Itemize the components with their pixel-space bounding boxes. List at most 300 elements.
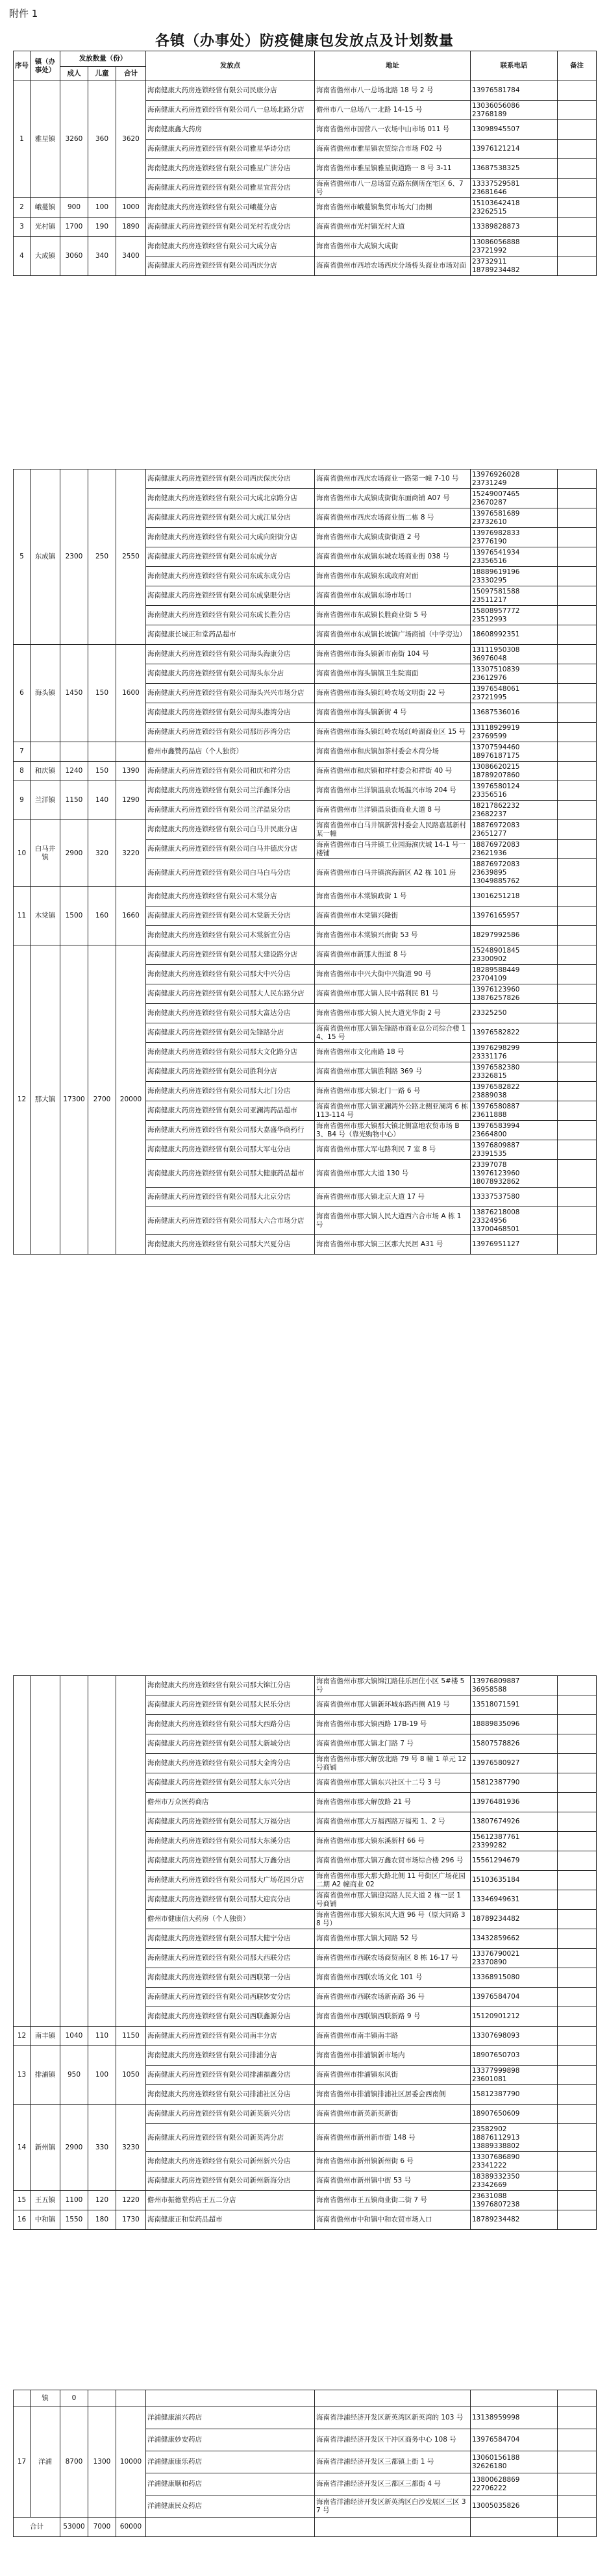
phone-cell: 18789234482 (471, 1910, 558, 1929)
total-qty-cell: 3220 (116, 820, 146, 887)
address-cell: 海南省儋州市那大镇北门路 7 号 (315, 1734, 471, 1754)
attachment-label: 附件 1 (9, 8, 38, 19)
document-title: 各镇（办事处）防疫健康包发放点及计划数量 (155, 33, 454, 49)
town-cell: 大成镇 (31, 237, 60, 276)
address-cell: 海南省儋州市西庆农场商业街二栋 8 号 (315, 508, 471, 528)
child-qty-cell: 190 (88, 218, 116, 237)
town-cell: 白马井镇 (31, 820, 60, 887)
phone-cell: 13976583994 23664800 (471, 1121, 558, 1140)
child-qty-cell: 100 (88, 2046, 116, 2105)
phone-cell: 18889619196 23330295 (471, 567, 558, 586)
total-row (14, 2518, 597, 2537)
town-cell: 海头镇 (31, 645, 60, 742)
seq-cell: 17 (14, 2407, 31, 2518)
adult-qty-cell (60, 742, 88, 762)
total-qty-cell: 1890 (116, 218, 146, 237)
header-address: 地址 (315, 51, 471, 81)
address-cell: 海南省儋州市文化南路 18 号 (315, 1043, 471, 1062)
distribution-point-cell (146, 2518, 315, 2537)
header-child: 儿童 (88, 67, 116, 81)
address-cell: 海南省儋州市那大镇北门一路 6 号 (315, 1082, 471, 1101)
total-qty-cell (116, 2390, 146, 2407)
address-cell: 海南省儋州市白马井镇滨海新区 A2 栋 101 房 (315, 859, 471, 887)
phone-cell: 15812387790 (471, 1773, 558, 1793)
adult-qty-cell: 1500 (60, 887, 88, 945)
allocation-table (13, 51, 597, 276)
address-cell: 海南省儋州市南丰镇南丰路 (315, 2027, 471, 2046)
phone-cell: 15249007465 23670287 (471, 489, 558, 508)
distribution-point-cell: 海南健康大药房连锁经营有限公司雅星宜营分店 (146, 179, 315, 198)
child-qty-cell: 150 (88, 645, 116, 742)
phone-cell: 13976581784 (471, 81, 558, 101)
phone-cell: 18907650609 (471, 2105, 558, 2124)
town-cell: 排浦镇 (31, 2046, 60, 2105)
phone-cell: 13976809887 36958588 (471, 1676, 558, 1695)
distribution-point-cell: 海南健康大药房连锁经营有限公司东成分店 (146, 547, 315, 567)
seq-cell: 14 (14, 2105, 31, 2191)
address-cell: 海南省儋州市那大镇三区那大民居 A31 号 (315, 1235, 471, 1255)
note-cell (558, 2210, 597, 2230)
address-cell: 海南省儋州市雅星镇雅星街道路一 8 号 3-11 (315, 159, 471, 179)
address-cell: 海南省儋州市峨蔓镇集贸市场大门南侧 (315, 198, 471, 218)
table-row (14, 2027, 597, 2046)
distribution-point-cell: 海南健康大药房连锁经营有限公司那大六合市场分店 (146, 1207, 315, 1235)
address-cell: 海南省儋州市木棠镇兴南街 53 号 (315, 926, 471, 945)
total-qty-cell: 1150 (116, 2027, 146, 2046)
phone-cell: 13389828873 (471, 218, 558, 237)
phone-cell: 13687538325 (471, 159, 558, 179)
note-cell (558, 742, 597, 762)
distribution-point-cell: 海南健康大药房连锁经营有限公司那大中兴分店 (146, 965, 315, 984)
town-cell: 雅星镇 (31, 81, 60, 198)
phone-cell: 13337529581 23681646 (471, 179, 558, 198)
phone-cell: 13976582380 23326815 (471, 1062, 558, 1082)
address-cell: 海南省儋州市那大镇人民中路利民 B1 号 (315, 984, 471, 1004)
adult-qty-cell: 1240 (60, 762, 88, 781)
town-cell (31, 1676, 60, 2027)
phone-cell: 13307698093 (471, 2027, 558, 2046)
phone-cell: 13976584704 (471, 2429, 558, 2451)
table-row (14, 820, 597, 840)
town-cell: 新州镇 (31, 2105, 60, 2191)
address-cell: 海南省儋州市西培农场西庆分场桥头商业市场对面 (315, 256, 471, 276)
note-cell (558, 762, 597, 781)
distribution-point-cell: 海南健康大药房连锁经营有限公司东成长胜分店 (146, 606, 315, 625)
address-cell: 海南省洋浦经济开发区三都区三都街 4 号 (315, 2473, 471, 2495)
seq-cell: 12 (14, 2027, 31, 2046)
note-cell (558, 1871, 597, 1890)
distribution-point-cell: 海南健康大药房连锁经营有限公司木棠新天分店 (146, 907, 315, 926)
note-cell (558, 1793, 597, 1812)
table-row (14, 237, 597, 256)
total-qty-cell: 3230 (116, 2105, 146, 2191)
total-qty-cell: 10000 (116, 2407, 146, 2518)
phone-cell: 13807674926 (471, 1812, 558, 1832)
note-cell (558, 859, 597, 887)
seq-cell (14, 2390, 31, 2407)
phone-cell: 13976481936 (471, 1793, 558, 1812)
distribution-point-cell: 海南健康大药房连锁经营有限公司那大健康药品超市 (146, 1160, 315, 1188)
total-qty-cell: 3400 (116, 237, 146, 276)
total-qty-cell: 1050 (116, 2046, 146, 2105)
distribution-point-cell: 海南健康大药房连锁经营有限公司先锋路分店 (146, 1023, 315, 1043)
address-cell: 海南省儋州市中兴大街中兴街道 90 号 (315, 965, 471, 984)
address-cell (315, 2390, 471, 2407)
distribution-point-cell: 海南健康大药房连锁经营有限公司东成泉眼分店 (146, 586, 315, 606)
phone-cell: 13976582822 (471, 1023, 558, 1043)
table-row (14, 2407, 597, 2429)
distribution-point-cell: 海南健康大药房连锁经营有限公司大成分店 (146, 237, 315, 256)
phone-cell: 13976298299 23331176 (471, 1043, 558, 1062)
phone-cell: 13086056888 23721992 (471, 237, 558, 256)
distribution-point-cell: 海南健康大药房连锁经营有限公司那大嘉盛华商药行 (146, 1121, 315, 1140)
address-cell: 海南省儋州市白马井镇新营村委会人民路嘉基新村某一幢 (315, 820, 471, 840)
total-qty-cell: 1290 (116, 781, 146, 820)
distribution-point-cell: 海南健康大药房连锁经营有限公司海头海康分店 (146, 645, 315, 664)
address-cell: 海南省儋州市大成镇成街街东面商铺 A07 号 (315, 489, 471, 508)
distribution-point-cell (146, 2390, 315, 2407)
note-cell (558, 1207, 597, 1235)
phone-cell: 15808957772 23512993 (471, 606, 558, 625)
note-cell (558, 140, 597, 159)
phone-cell: 15103635184 (471, 1871, 558, 1890)
allocation-table-continued (13, 469, 597, 1255)
distribution-point-cell: 海南健康大药房连锁经营有限公司西联第一分店 (146, 1968, 315, 1988)
address-cell: 海南省儋州市海头镇镇卫生院南面 (315, 664, 471, 684)
phone-cell: 13432859662 (471, 1929, 558, 1949)
town-cell: 光村镇 (31, 218, 60, 237)
address-cell: 海南省儋州市那大镇人民大道光华街 2 号 (315, 1004, 471, 1023)
note-cell (558, 801, 597, 820)
distribution-point-cell: 海南健康大药房连锁经营有限公司和庆和祥分店 (146, 762, 315, 781)
distribution-point-cell: 海南健康大药房连锁经营有限公司排浦福鑫分店 (146, 2066, 315, 2085)
phone-cell: 13016251218 (471, 887, 558, 907)
note-cell (558, 1004, 597, 1023)
town-cell: 兰洋镇 (31, 781, 60, 820)
phone-cell: 13376790021 23370890 (471, 1949, 558, 1968)
seq-cell: 6 (14, 645, 31, 742)
header-point: 发放点 (146, 51, 315, 81)
address-cell: 海南省洋浦经济开发区新英湾区白沙发展区三区 37 号 (315, 2495, 471, 2518)
phone-cell: 13976951127 (471, 1235, 558, 1255)
phone-cell: 18217862232 23682237 (471, 801, 558, 820)
phone-cell: 18876972083 23651277 (471, 820, 558, 840)
note-cell (558, 1062, 597, 1082)
note-cell (558, 840, 597, 859)
phone-cell: 15120901212 (471, 2007, 558, 2027)
table-row (14, 781, 597, 801)
adult-qty-cell: 950 (60, 2046, 88, 2105)
total-qty-cell: 1730 (116, 2210, 146, 2230)
address-cell: 海南省儋州市那大解放北路 79 号 8 幢 1 单元 12 号商铺 (315, 1754, 471, 1773)
distribution-point-cell: 海南健康大药房连锁经营有限公司海头东分店 (146, 664, 315, 684)
distribution-point-cell: 海南健康大药房连锁经营有限公司白马井民康分店 (146, 820, 315, 840)
address-cell: 海南省儋州市木棠镇政街 1 号 (315, 887, 471, 907)
seq-cell: 2 (14, 198, 31, 218)
phone-cell: 13307510839 23612976 (471, 664, 558, 684)
note-cell (558, 625, 597, 645)
address-cell: 海南省儋州市东成镇东成政府对面 (315, 567, 471, 586)
child-qty-cell: 250 (88, 469, 116, 645)
distribution-point-cell: 海南健康大药房连锁经营有限公司那大万福分店 (146, 1812, 315, 1832)
note-cell (558, 1188, 597, 1207)
phone-cell: 13800628869 22706222 (471, 2473, 558, 2495)
phone-cell: 13707594460 18976187175 (471, 742, 558, 762)
note-cell (558, 101, 597, 120)
table-row (14, 887, 597, 907)
distribution-point-cell: 海南健康大药房连锁经营有限公司那大民乐分店 (146, 1695, 315, 1715)
phone-cell: 13976926028 23731249 (471, 469, 558, 489)
table-row (14, 81, 597, 101)
distribution-point-cell: 海南健康大药房连锁经营有限公司那大军屯分店 (146, 1140, 315, 1160)
phone-cell: 13687536016 (471, 703, 558, 723)
phone-cell: 18889835096 (471, 1715, 558, 1734)
note-cell (558, 606, 597, 625)
distribution-point-cell: 海南健康大药房连锁经营有限公司新英新兴分店 (146, 2105, 315, 2124)
child-qty-cell: 100 (88, 198, 116, 218)
phone-cell: 13060156188 32626180 (471, 2451, 558, 2473)
phone-cell: 23732911 18789234482 (471, 256, 558, 276)
phone-cell: 13518071591 (471, 1695, 558, 1715)
note-cell (558, 1140, 597, 1160)
seq-cell: 8 (14, 762, 31, 781)
seq-cell: 12 (14, 945, 31, 1255)
note-cell (558, 198, 597, 218)
address-cell: 海南省儋州市那大镇亚澜湾外公路北侧亚澜湾 6 栋 113-114 号 (315, 1101, 471, 1121)
child-qty-cell: 2700 (88, 945, 116, 1255)
note-cell (558, 1734, 597, 1754)
distribution-point-cell: 海南健康大药房连锁经营有限公司东成东成分店 (146, 567, 315, 586)
note-cell (558, 2171, 597, 2191)
note-cell (558, 2007, 597, 2027)
phone-cell: 13976580887 23611888 (471, 1101, 558, 1121)
table-row (14, 469, 597, 489)
phone-cell: 15812387790 (471, 2085, 558, 2105)
distribution-point-cell: 海南健康大药房连锁经营有限公司新州新兴分店 (146, 2152, 315, 2171)
table-row (14, 2390, 597, 2407)
note-cell (558, 2124, 597, 2152)
phone-cell: 13976541934 23356516 (471, 547, 558, 567)
adult-qty-cell: 1150 (60, 781, 88, 820)
distribution-point-cell: 海南健康大药房连锁经营有限公司白马白马分店 (146, 859, 315, 887)
note-cell (558, 664, 597, 684)
seq-cell: 5 (14, 469, 31, 645)
distribution-point-cell: 洋浦健康顺和药店 (146, 2473, 315, 2495)
address-cell: 海南省儋州市那大镇锦江路佳乐居住小区 5#楼 5 号 (315, 1676, 471, 1695)
total-qty-cell: 1390 (116, 762, 146, 781)
phone-cell: 18389332350 23342669 (471, 2171, 558, 2191)
phone-cell: 13346949631 (471, 1890, 558, 1910)
grand-total-label: 合计 (14, 2518, 60, 2537)
distribution-point-cell: 儋州市鑫赞药品店（个人独资） (146, 742, 315, 762)
note-cell (558, 489, 597, 508)
distribution-point-cell: 海南健康大药房连锁经营有限公司那大东溪分店 (146, 1832, 315, 1851)
phone-cell: 15561294679 (471, 1851, 558, 1871)
address-cell: 海南省洋浦经济开发区干冲区商务中心 108 号 (315, 2429, 471, 2451)
address-cell: 海南省儋州市那大大道 130 号 (315, 1160, 471, 1188)
distribution-point-cell: 海南健康大药房连锁经营有限公司新州新海分店 (146, 2171, 315, 2191)
header-total: 合计 (116, 67, 146, 81)
phone-cell: 15807578826 (471, 1734, 558, 1754)
note-cell (558, 179, 597, 198)
town-cell: 王五镇 (31, 2191, 60, 2210)
distribution-point-cell: 海南健康大药房连锁经营有限公司那大北门分店 (146, 1082, 315, 1101)
child-qty-cell: 360 (88, 81, 116, 198)
note-cell (558, 703, 597, 723)
child-qty-cell: 120 (88, 2191, 116, 2210)
distribution-point-cell: 海南健康大药房连锁经营有限公司那大兴夏分店 (146, 1235, 315, 1255)
child-qty-cell: 150 (88, 762, 116, 781)
table-row (14, 742, 597, 762)
adult-qty-cell: 3260 (60, 81, 88, 198)
note-cell (558, 907, 597, 926)
adult-qty-cell: 0 (60, 2390, 88, 2407)
town-cell (31, 742, 60, 762)
phone-cell: 13086620215 18789207860 (471, 762, 558, 781)
total-qty-cell: 2550 (116, 469, 146, 645)
seq-cell: 13 (14, 2046, 31, 2105)
child-qty-cell: 330 (88, 2105, 116, 2191)
child-qty-cell: 180 (88, 2210, 116, 2230)
total-qty-cell: 1600 (116, 645, 146, 742)
adult-qty-cell: 17300 (60, 945, 88, 1255)
distribution-point-cell: 海南健康大药房连锁经营有限公司那大万鑫分店 (146, 1851, 315, 1871)
phone-cell: 13005035826 (471, 2495, 558, 2518)
distribution-point-cell: 海南健康大药房连锁经营有限公司亚澜湾药品超市 (146, 1101, 315, 1121)
address-cell: 海南省儋州市和庆镇和祥村委会和祥街 40 号 (315, 762, 471, 781)
address-cell: 海南省儋州市八一总场富克路东侧所在宅区 6、7 号 (315, 179, 471, 198)
note-cell (558, 1773, 597, 1793)
town-cell: 和庆镇 (31, 762, 60, 781)
distribution-point-cell: 海南健康大药房连锁经营有限公司兰洋鑫泽分店 (146, 781, 315, 801)
address-cell: 海南省儋州市海头镇红岭农场红岭湖商业区 15 号 (315, 723, 471, 742)
distribution-point-cell: 海南健康大药房连锁经营有限公司那大西联分店 (146, 1949, 315, 1968)
note-cell (558, 469, 597, 489)
address-cell: 海南省儋州市兰洋镇温泉农场温兴市场 204 号 (315, 781, 471, 801)
note-cell (558, 2046, 597, 2066)
note-cell (558, 508, 597, 528)
note-cell (558, 1910, 597, 1929)
address-cell: 海南省儋州市西联农场文化 101 号 (315, 1968, 471, 1988)
distribution-point-cell: 洋浦健康民众药店 (146, 2495, 315, 2518)
address-cell: 海南省儋州市那大镇新环城东路西侧 A19 号 (315, 1695, 471, 1715)
address-cell: 海南省儋州市中和镇中和农贸市场入口 (315, 2210, 471, 2230)
note-cell (558, 2518, 597, 2537)
phone-cell: 23631088 13976807238 (471, 2191, 558, 2210)
child-qty-cell: 1300 (88, 2407, 116, 2518)
table-page-1 (13, 51, 596, 276)
address-cell: 海南省儋州市东成镇东城农场商业街 038 号 (315, 547, 471, 567)
town-cell: 木棠镇 (31, 887, 60, 945)
distribution-point-cell: 海南健康鑫大药房 (146, 120, 315, 140)
distribution-point-cell: 海南健康大药房连锁经营有限公司大成向阳街分店 (146, 528, 315, 547)
child-qty-cell: 340 (88, 237, 116, 276)
table-row (14, 762, 597, 781)
address-cell: 海南省儋州市那大镇胜利路 369 号 (315, 1062, 471, 1082)
adult-qty-cell: 2900 (60, 2105, 88, 2191)
distribution-point-cell: 海南健康大药房连锁经营有限公司胜利分店 (146, 1062, 315, 1082)
phone-cell: 13976809887 23391535 (471, 1140, 558, 1160)
address-cell: 海南省洋浦经济开发区三都镇上街 1 号 (315, 2451, 471, 2473)
note-cell (558, 926, 597, 945)
total-qty-cell: 20000 (116, 945, 146, 1255)
distribution-point-cell: 儋州市健康信大药房（个人独资） (146, 1910, 315, 1929)
distribution-point-cell: 海南健康大药房连锁经营有限公司西庆保庆分店 (146, 469, 315, 489)
phone-cell: 23582902 18876112913 13889338802 (471, 2124, 558, 2152)
distribution-point-cell: 儋州市振德堂药店王五二分店 (146, 2191, 315, 2210)
adult-qty-cell: 1450 (60, 645, 88, 742)
distribution-point-cell: 海南健康大药房连锁经营有限公司那大金湾分店 (146, 1754, 315, 1773)
address-cell: 海南省洋浦经济开发区新英湾区新英湾的 103 号 (315, 2407, 471, 2429)
phone-cell: 18789234482 (471, 2210, 558, 2230)
address-cell: 海南省儋州市排浦镇新市场内 (315, 2046, 471, 2066)
distribution-point-cell: 海南健康大药房连锁经营有限公司木棠新宜分店 (146, 926, 315, 945)
distribution-point-cell: 海南健康大药房连锁经营有限公司白马井德庆分店 (146, 840, 315, 859)
address-cell: 海南省儋州市排浦镇东风街 (315, 2066, 471, 2085)
note-cell (558, 1082, 597, 1101)
phone-cell: 15097581588 23511217 (471, 586, 558, 606)
address-cell: 海南省儋州市新那大街道 8 号 (315, 945, 471, 965)
address-cell: 海南省儋州市东成镇长胜商业街 5 号 (315, 606, 471, 625)
address-cell: 海南省儋州市那大镇东溪新村 66 号 (315, 1832, 471, 1851)
note-cell (558, 1929, 597, 1949)
phone-cell: 13976582822 23889038 (471, 1082, 558, 1101)
address-cell: 海南省儋州市西庆农场商业一路第一幢 7-10 号 (315, 469, 471, 489)
seq-cell: 1 (14, 81, 31, 198)
phone-cell: 18876972083 23621936 (471, 840, 558, 859)
note-cell (558, 1676, 597, 1695)
table-row (14, 2046, 597, 2066)
address-cell: 海南省儋州市和庆镇加茶村委会木荷分场 (315, 742, 471, 762)
phone-cell: 18876972083 23639895 13049885762 (471, 859, 558, 887)
distribution-point-cell: 海南健康大药房连锁经营有限公司南丰分店 (146, 2027, 315, 2046)
note-cell (558, 2495, 597, 2518)
note-cell (558, 645, 597, 664)
note-cell (558, 1890, 597, 1910)
distribution-point-cell: 儋州市万众医药商店 (146, 1793, 315, 1812)
address-cell (315, 2518, 471, 2537)
address-cell: 海南省儋州市新州新市街 148 号 (315, 2124, 471, 2152)
adult-qty-cell: 3060 (60, 237, 88, 276)
address-cell: 海南省儋州市大成镇成街街道 2 号 (315, 528, 471, 547)
address-cell: 海南省儋州市那大镇东风大道 96 号（原大同路 38 号） (315, 1910, 471, 1929)
grand-total-child: 7000 (88, 2518, 116, 2537)
distribution-point-cell: 海南健康大药房连锁经营有限公司那大广场花园分店 (146, 1871, 315, 1890)
note-cell (558, 1968, 597, 1988)
allocation-table-continued (13, 1675, 597, 2230)
allocation-table-continued (13, 2390, 597, 2537)
distribution-point-cell: 洋浦健康妙安药店 (146, 2429, 315, 2451)
phone-cell: 13138959998 (471, 2407, 558, 2429)
phone-cell: 13337537580 (471, 1188, 558, 1207)
seq-cell: 4 (14, 237, 31, 276)
distribution-point-cell: 海南健康大药房连锁经营有限公司那大北京分店 (146, 1188, 315, 1207)
distribution-point-cell: 海南健康大药房连锁经营有限公司西庆分店 (146, 256, 315, 276)
town-cell: 南丰镇 (31, 2027, 60, 2046)
phone-cell: 13098945507 (471, 120, 558, 140)
adult-qty-cell: 1040 (60, 2027, 88, 2046)
phone-cell: 15248901845 23300902 (471, 945, 558, 965)
distribution-point-cell: 海南健康大药房连锁经营有限公司西联妙安分店 (146, 1988, 315, 2007)
table-row (14, 2210, 597, 2230)
phone-cell: 13976548061 23721995 (471, 684, 558, 703)
note-cell (558, 723, 597, 742)
phone-cell (471, 2518, 558, 2537)
address-cell: 海南省儋州市光村镇光村大道 (315, 218, 471, 237)
note-cell (558, 1023, 597, 1043)
address-cell: 海南省儋州市国营八一农场中山市场 011 号 (315, 120, 471, 140)
phone-cell: 18907650703 (471, 2046, 558, 2066)
